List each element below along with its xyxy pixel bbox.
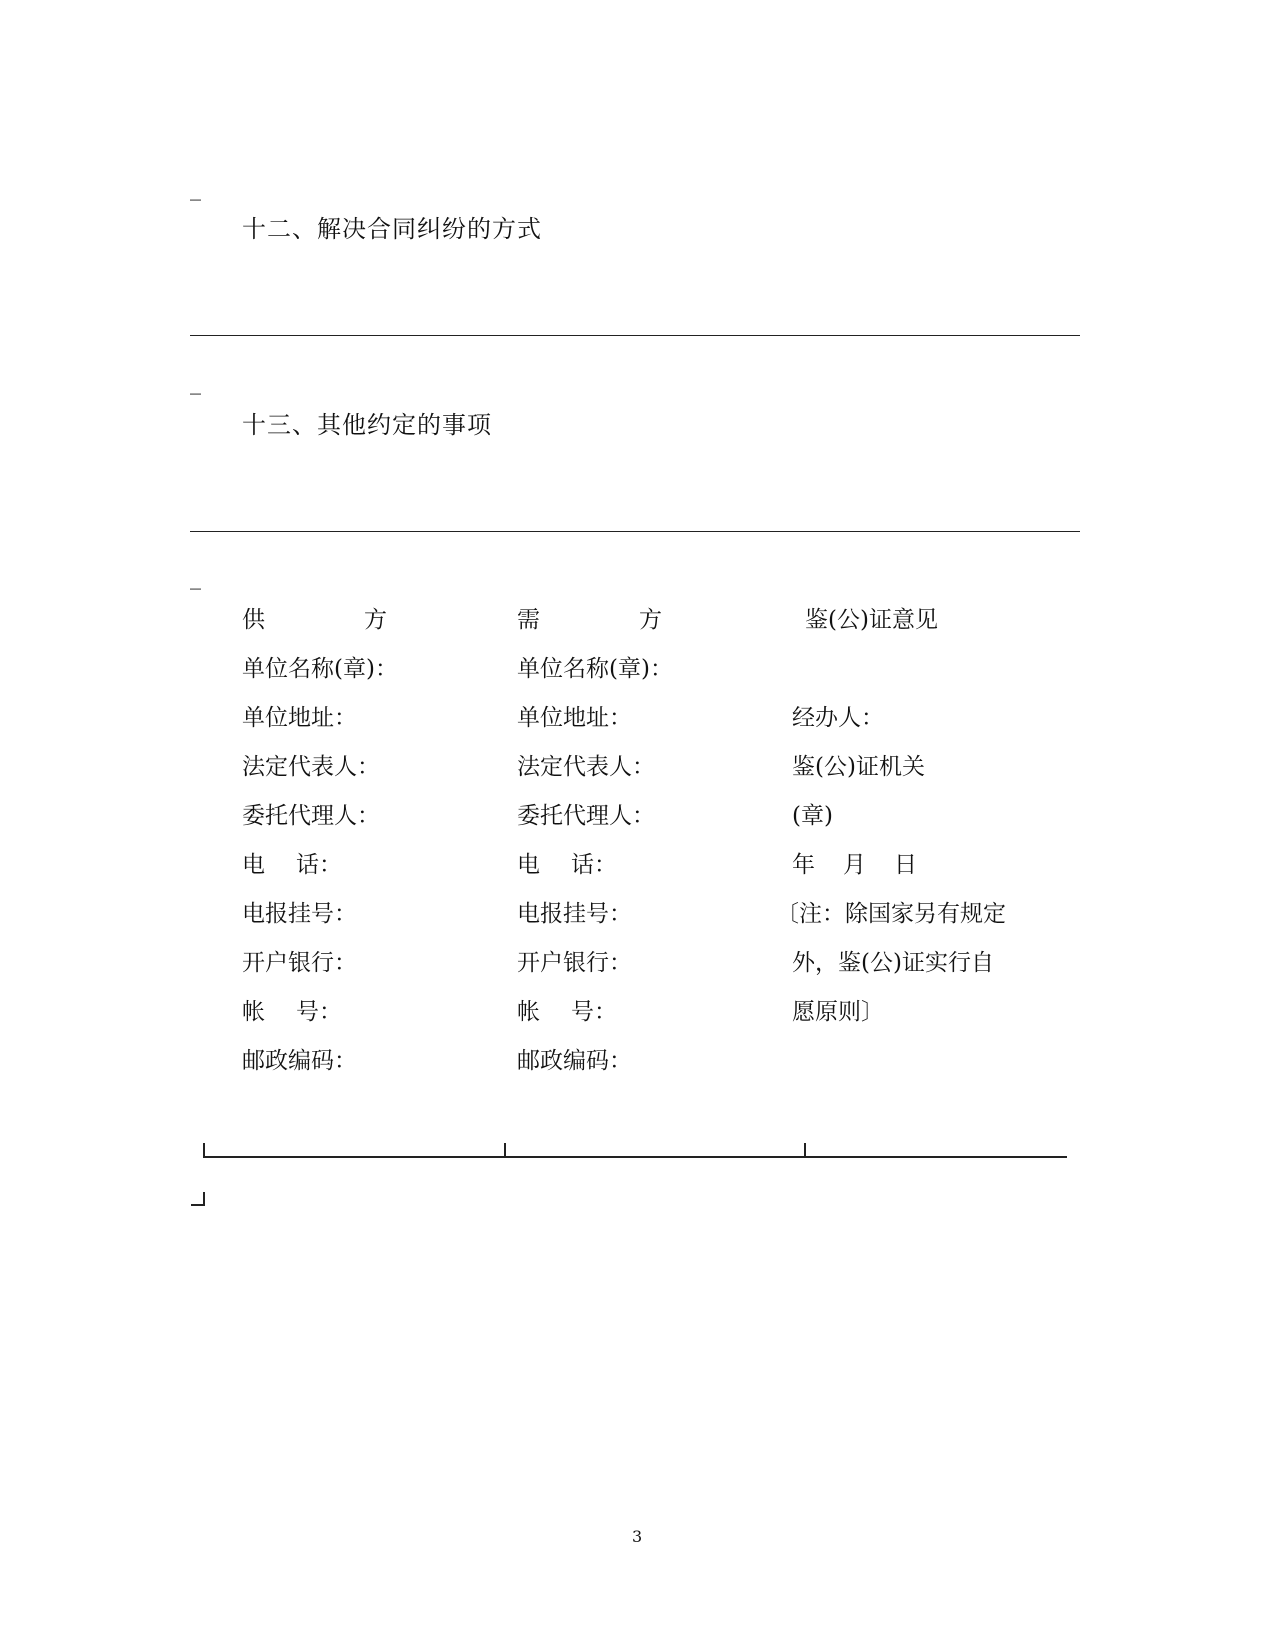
buyer-header: 需 方 bbox=[517, 607, 662, 633]
supplier-address: 单位地址： bbox=[242, 705, 357, 731]
notary-office: 鉴(公)证机关 bbox=[792, 754, 925, 780]
table-border-tick bbox=[804, 1143, 806, 1157]
supplier-phone: 电 话： bbox=[242, 852, 342, 878]
table-border-tick bbox=[203, 1143, 205, 1157]
buyer-bank: 开户银行： bbox=[517, 950, 632, 976]
supplier-header: 供 方 bbox=[242, 607, 387, 633]
section-heading-12: 十二、解决合同纠纷的方式 bbox=[242, 215, 542, 243]
buyer-phone: 电 话： bbox=[517, 852, 617, 878]
supplier-agent: 委托代理人： bbox=[242, 803, 380, 829]
notary-handler: 经办人： bbox=[792, 705, 884, 731]
buyer-agent: 委托代理人： bbox=[517, 803, 655, 829]
buyer-account: 帐 号： bbox=[517, 999, 617, 1025]
notary-header: 鉴(公)证意见 bbox=[805, 607, 938, 633]
supplier-postcode: 邮政编码： bbox=[242, 1048, 357, 1074]
buyer-unit-name: 单位名称(章)： bbox=[517, 656, 673, 682]
notary-note-1: 〔注：除国家另有规定 bbox=[776, 901, 1006, 927]
table-bottom-border bbox=[203, 1156, 1067, 1158]
supplier-unit-name: 单位名称(章)： bbox=[242, 656, 398, 682]
notary-note-3: 愿原则〕 bbox=[792, 999, 884, 1025]
table-corner-mark bbox=[191, 1192, 205, 1206]
notary-seal: (章) bbox=[792, 803, 833, 829]
fill-in-line bbox=[190, 335, 1080, 336]
continuation-mark: _ bbox=[190, 565, 201, 590]
continuation-mark: _ bbox=[190, 370, 201, 395]
notary-date: 年 月 日 bbox=[792, 852, 917, 878]
fill-in-line bbox=[190, 531, 1080, 532]
buyer-postcode: 邮政编码： bbox=[517, 1048, 632, 1074]
buyer-address: 单位地址： bbox=[517, 705, 632, 731]
page-number: 3 bbox=[632, 1527, 643, 1546]
buyer-legal-rep: 法定代表人： bbox=[517, 754, 655, 780]
table-border-tick bbox=[504, 1143, 506, 1157]
supplier-account: 帐 号： bbox=[242, 999, 342, 1025]
supplier-bank: 开户银行： bbox=[242, 950, 357, 976]
notary-note-2: 外，鉴(公)证实行自 bbox=[792, 950, 994, 976]
continuation-mark: _ bbox=[190, 176, 201, 201]
section-heading-13: 十三、其他约定的事项 bbox=[242, 411, 492, 439]
buyer-telegraph: 电报挂号： bbox=[517, 901, 632, 927]
supplier-telegraph: 电报挂号： bbox=[242, 901, 357, 927]
supplier-legal-rep: 法定代表人： bbox=[242, 754, 380, 780]
